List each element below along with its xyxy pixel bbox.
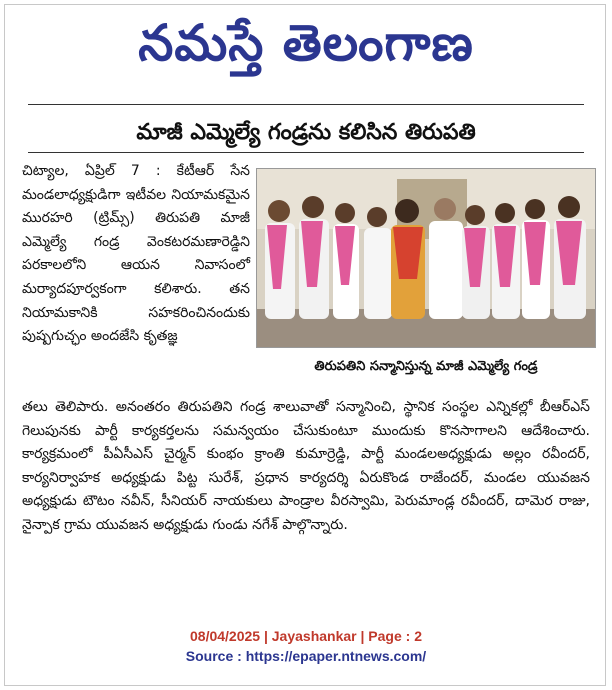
article-body-column [22,160,250,349]
masthead-divider [28,104,584,105]
footer-source-link: Source : https://epaper.ntnews.com/ [185,648,427,664]
group-photo-illustration [257,169,596,348]
news-photo [256,168,596,348]
footer [0,626,612,666]
photo-caption: తిరుపతిని సన్మానిస్తున్న మాజీ ఎమ్మెల్యే గండ్ర [314,359,538,374]
newspaper-masthead: నమస్తే తెలంగాణ [138,14,474,72]
headline-divider [28,152,584,153]
article-paragraph-2: తలు తెలిపారు. అనంతరం తిరుపతిని గండ్ర శాలువాతో సన్మానించి, స్థానిక సంస్థల ఎన్నికల్లో బీఆర్ఎస్ గెలుపునకు పార్టీ కార్యకర్తలను సమన్వయం చేసుకుంటూ ముందుకు కొనసాగాలని ఆదేశించారు. కార్యక్రమంలో పీఏసీఎస్ చైర్మన్ కుంభం క్రాంతి కుమార్రెడ్డి, పార్టీ మండలఅధ్యక్షుడు అల్లం రవీందర్, కార్యనిర్వాహక అధ్యక్షుడు పిట్ట సురేశ్, ప్రధాన కార్యదర్శి ఏరుకొండ రాజేందర్, మండల యువజన అధ్యక్షుడు టౌటం నవీన్, సీనియర్ నాయకులు పాండ్రాల వీరస్వామి, పెరుమాండ్ల రవీందర్, దామెర రాజు, నైన్పాక గ్రామ యువజన అధ్యక్షుడు గుండు నగేశ్ పాల్గొన్నారు. [22,399,590,533]
article-paragraph-1: చిట్యాల, ఏప్రిల్ 7 : కేటీఆర్ సేన మండలాధ్యక్షుడిగా ఇటీవల నియామకమైన మురహరి (ట్రిమ్స్) తిరుపతి మాజీ ఎమ్మెల్యే గండ్ర వెంకటరమణారెడ్డిని పరకాలలోని ఆయన నివాసంలో మర్యాదపూర్వకంగా కలిశారు. తన నియామకానికి సహకరించినందుకు పుష్పగుచ్ఛం అందజేసి కృతజ్ఞ [22,163,250,345]
article-body-continued [22,396,590,538]
article-headline: మాజీ ఎమ్మెల్యే గండ్రను కలిసిన తిరుపతి [136,120,476,145]
footer-date-edition: 08/04/2025 | Jayashankar | Page : 2 [190,628,422,644]
